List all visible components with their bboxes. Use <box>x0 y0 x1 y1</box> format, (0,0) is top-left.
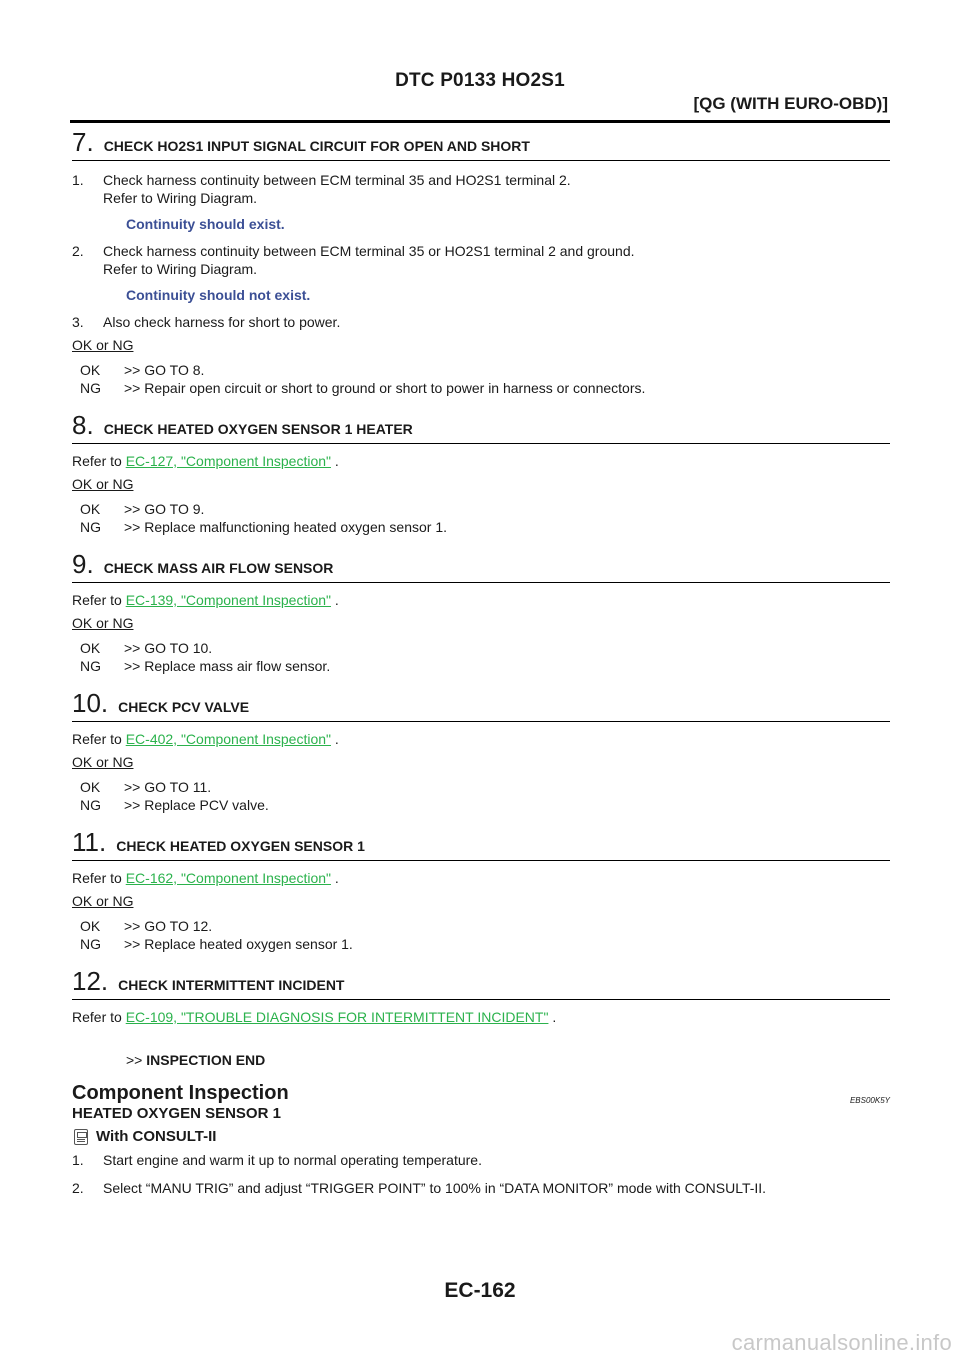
section-id: EBS00K5Y <box>849 1096 890 1105</box>
result-code: NG <box>80 658 101 674</box>
result-code: NG <box>80 380 101 396</box>
result-code: OK <box>80 362 101 378</box>
list-item <box>72 171 890 207</box>
end-prefix: >> <box>126 1052 143 1068</box>
refer-period: . <box>334 731 339 747</box>
result-ng <box>72 379 890 397</box>
result-ok <box>72 639 890 657</box>
step-number: 10. <box>72 688 109 718</box>
step-title: CHECK HEATED OXYGEN SENSOR 1 HEATER <box>103 421 413 437</box>
step-number: 8. <box>72 410 94 440</box>
ok-or-ng-label: OK or NG <box>72 476 134 492</box>
reference-link[interactable]: EC-109, "TROUBLE DIAGNOSIS FOR INTERMITTENT INCIDENT" <box>125 1009 549 1025</box>
spec-continuity-exist: Continuity should exist. <box>126 216 285 232</box>
list-number: 2. <box>72 1180 84 1196</box>
list-number: 2. <box>72 243 84 259</box>
list-text: Check harness continuity between ECM terminal 35 or HO2S1 terminal 2 and ground. <box>103 243 635 259</box>
page-number: EC-162 <box>444 1279 516 1302</box>
result-ok <box>72 500 890 518</box>
list-text: Start engine and warm it up to normal operating temperature. <box>103 1152 482 1168</box>
step-7-heading <box>72 128 890 161</box>
list-item <box>72 1179 890 1197</box>
list-text: Select “MANU TRIG” and adjust “TRIGGER POINT” to 100% in “DATA MONITOR” mode with CONSULT-II. <box>103 1180 767 1196</box>
step-title: CHECK INTERMITTENT INCIDENT <box>118 977 345 993</box>
header-divider <box>70 120 890 123</box>
result-ng <box>72 518 890 536</box>
result-code: NG <box>80 519 101 535</box>
refer-label: Refer to <box>72 453 122 469</box>
step-title: CHECK HO2S1 INPUT SIGNAL CIRCUIT FOR OPEN AND SHORT <box>103 138 530 154</box>
result-code: OK <box>80 640 101 656</box>
result-text: >> Repair open circuit or short to ground or short to power in harness or connectors. <box>124 380 646 396</box>
watermark: carmanualsonline.info <box>731 1330 952 1355</box>
result-text: >> Replace PCV valve. <box>124 797 269 813</box>
refer-period: . <box>334 453 339 469</box>
refer-label: Refer to <box>72 1009 122 1025</box>
result-text: >> Replace malfunctioning heated oxygen sensor 1. <box>124 519 447 535</box>
step-8-heading <box>72 411 890 444</box>
list-text: Check harness continuity between ECM terminal 35 and HO2S1 terminal 2. <box>103 172 571 188</box>
result-ng <box>72 935 890 953</box>
step-number: 7. <box>72 127 94 157</box>
refer-label: Refer to <box>72 592 122 608</box>
section-title <box>72 1082 890 1104</box>
result-code: NG <box>80 797 101 813</box>
result-ng <box>72 796 890 814</box>
list-subtext: Refer to Wiring Diagram. <box>103 190 258 206</box>
list-item <box>72 242 890 278</box>
result-code: OK <box>80 918 101 934</box>
result-ok <box>72 361 890 379</box>
page-title: DTC P0133 HO2S1 <box>395 70 565 91</box>
reference-link[interactable]: EC-402, "Component Inspection" <box>125 731 331 747</box>
page-subtitle: [QG (WITH EURO-OBD)] <box>693 94 888 113</box>
refer-line <box>72 869 890 887</box>
list-number: 3. <box>72 314 84 330</box>
result-text: >> Replace heated oxygen sensor 1. <box>124 936 353 952</box>
result-text: >> GO TO 9. <box>124 501 205 517</box>
consult-tool-icon <box>74 1129 88 1145</box>
list-item <box>72 313 890 331</box>
step-10-heading <box>72 689 890 722</box>
refer-line <box>72 1008 890 1026</box>
result-text: >> GO TO 8. <box>124 362 205 378</box>
step-number: 12. <box>72 966 109 996</box>
step-9-heading <box>72 550 890 583</box>
refer-line <box>72 591 890 609</box>
result-ok <box>72 917 890 935</box>
refer-line <box>72 730 890 748</box>
result-code: NG <box>80 936 101 952</box>
step-title: CHECK HEATED OXYGEN SENSOR 1 <box>116 838 365 854</box>
spec-continuity-not-exist: Continuity should not exist. <box>126 287 311 303</box>
results <box>72 639 890 675</box>
ok-or-ng-label: OK or NG <box>72 615 134 631</box>
end-text: INSPECTION END <box>146 1052 266 1068</box>
step-number: 9. <box>72 549 94 579</box>
step-number: 11. <box>72 827 107 857</box>
result-code: OK <box>80 779 101 795</box>
result-text: >> GO TO 10. <box>124 640 213 656</box>
ok-or-ng-label: OK or NG <box>72 754 134 770</box>
ok-or-ng-label: OK or NG <box>72 893 134 909</box>
result-text: >> GO TO 11. <box>124 779 212 795</box>
step-title: CHECK PCV VALVE <box>118 699 250 715</box>
consult-heading <box>72 1128 890 1145</box>
results <box>72 361 890 397</box>
refer-label: Refer to <box>72 731 122 747</box>
refer-period: . <box>552 1009 557 1025</box>
list-subtext: Refer to Wiring Diagram. <box>103 261 258 277</box>
results <box>72 917 890 953</box>
refer-period: . <box>334 592 339 608</box>
list-number: 1. <box>72 172 84 188</box>
consult-label: With CONSULT-II <box>96 1128 217 1145</box>
result-code: OK <box>80 501 101 517</box>
list-number: 1. <box>72 1152 84 1168</box>
result-text: >> GO TO 12. <box>124 918 213 934</box>
subsection-title: HEATED OXYGEN SENSOR 1 <box>72 1105 281 1122</box>
reference-link[interactable]: EC-162, "Component Inspection" <box>125 870 331 886</box>
result-text: >> Replace mass air flow sensor. <box>124 658 331 674</box>
refer-line <box>72 452 890 470</box>
step-12-heading <box>72 967 890 1000</box>
section-title-text: Component Inspection <box>72 1082 289 1104</box>
step-11-heading <box>72 828 890 861</box>
list-item <box>72 1151 890 1169</box>
reference-link[interactable]: EC-127, "Component Inspection" <box>125 453 331 469</box>
refer-period: . <box>334 870 339 886</box>
inspection-end <box>126 1052 890 1068</box>
list-text: Also check harness for short to power. <box>103 314 341 330</box>
reference-link[interactable]: EC-139, "Component Inspection" <box>125 592 331 608</box>
refer-label: Refer to <box>72 870 122 886</box>
result-ng <box>72 657 890 675</box>
results <box>72 778 890 814</box>
main-content <box>72 128 890 1197</box>
ok-or-ng-label: OK or NG <box>72 337 134 353</box>
results <box>72 500 890 536</box>
result-ok <box>72 778 890 796</box>
step-title: CHECK MASS AIR FLOW SENSOR <box>103 560 334 576</box>
